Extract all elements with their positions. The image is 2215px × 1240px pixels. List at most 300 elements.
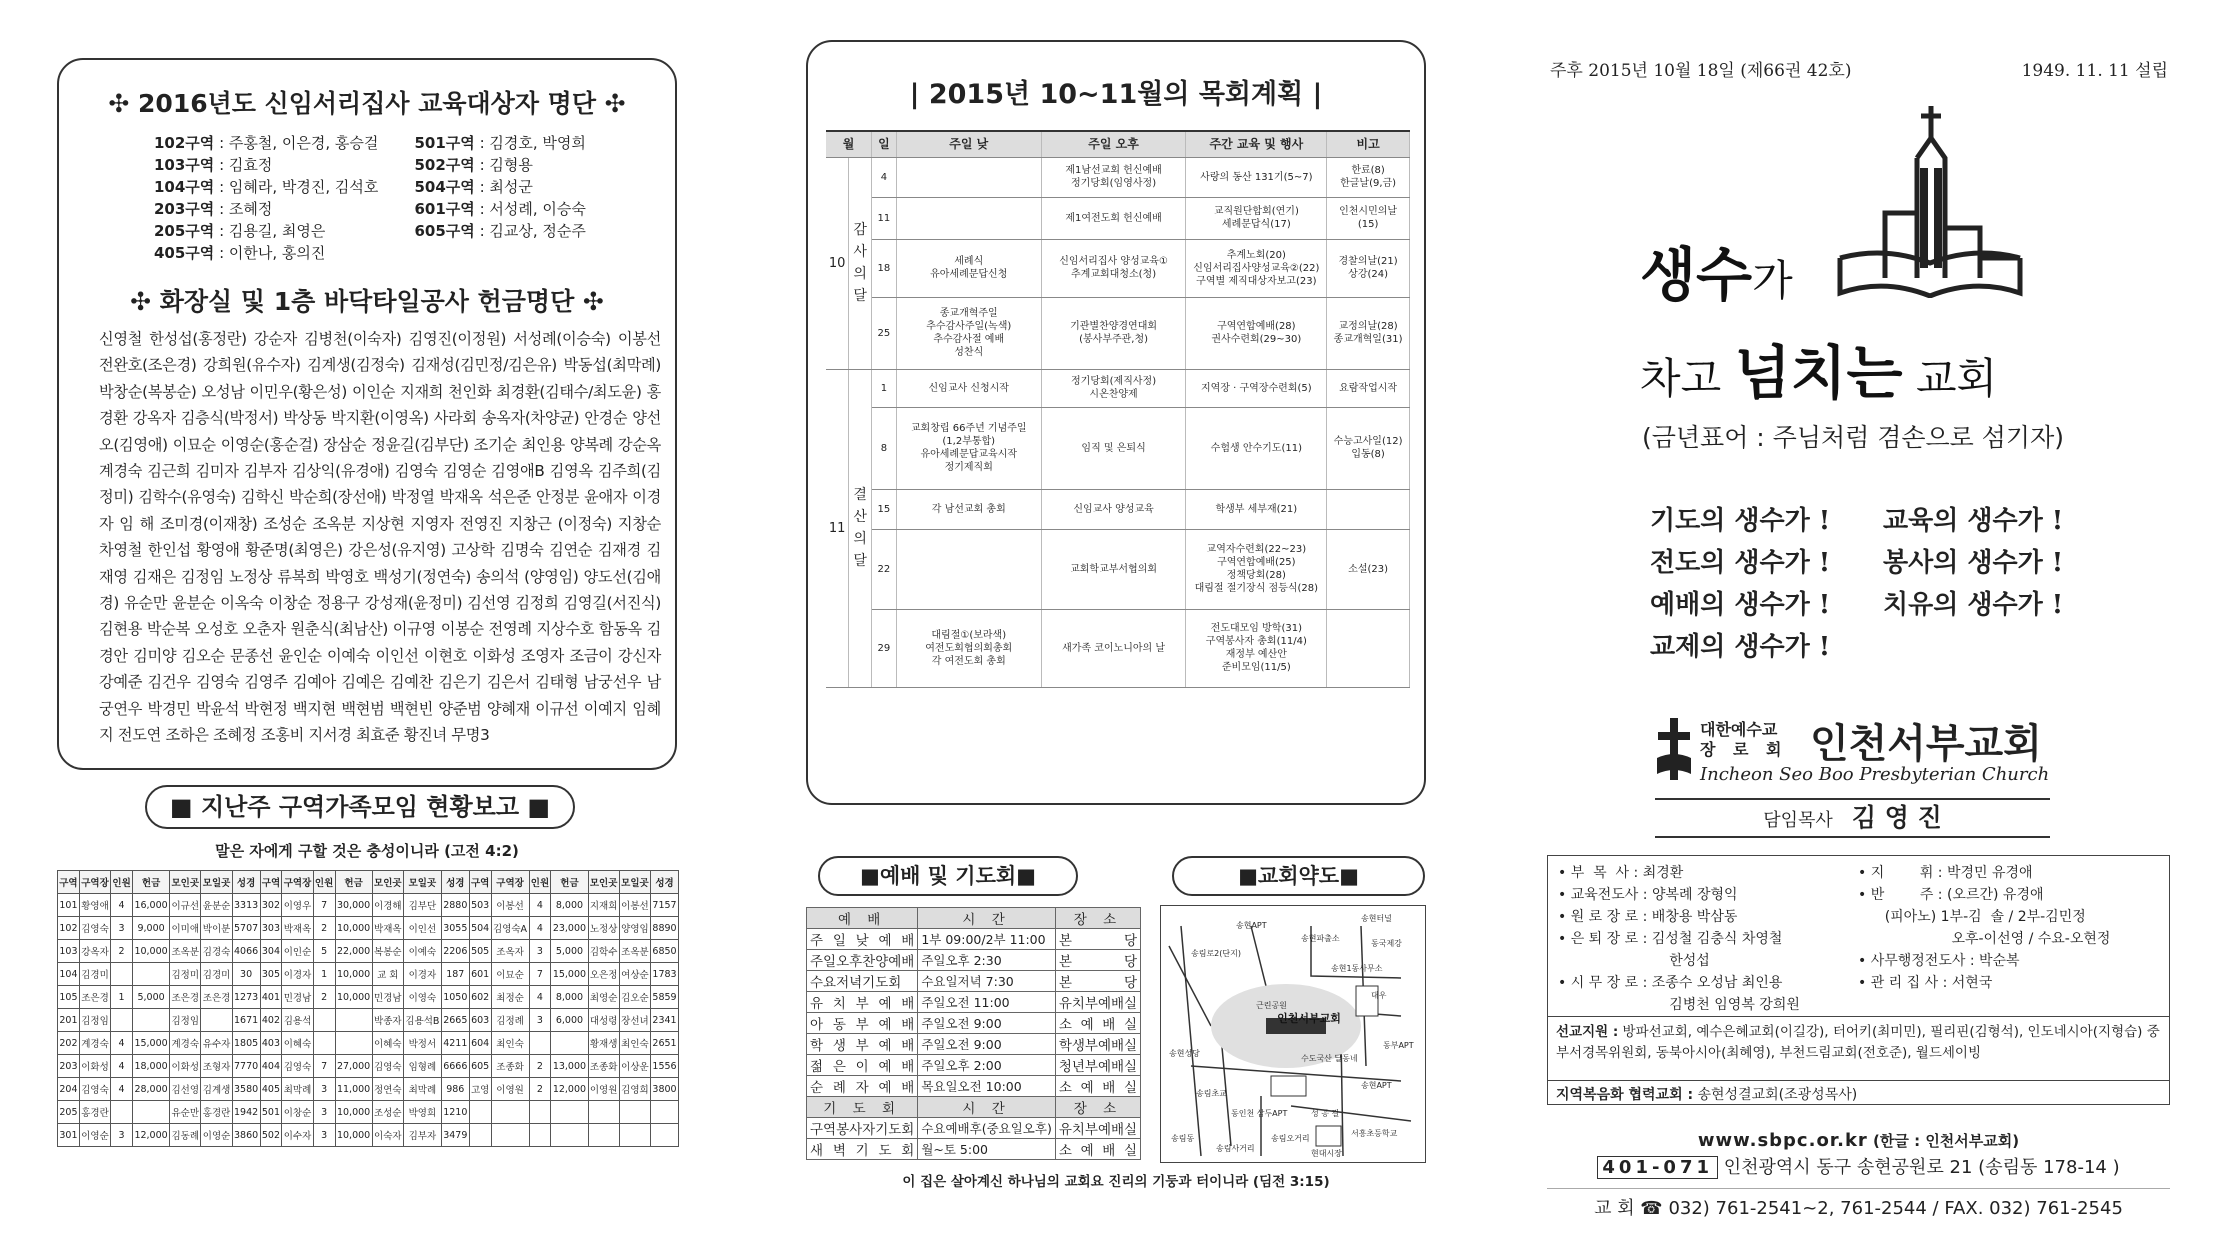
- afternoon-cell: 신임교사 양성교육: [1041, 489, 1186, 529]
- table-cell: 민경남: [372, 986, 403, 1009]
- column-header: 구역장: [79, 871, 110, 894]
- yearly-motto: (금년표어 : 주님처럼 겸손으로 섬기자): [1642, 423, 2064, 452]
- table-cell: 최막례: [282, 1078, 313, 1101]
- map-label: 근린공원: [1256, 1001, 1287, 1010]
- table-cell: [313, 1032, 335, 1055]
- table-cell: 102: [58, 917, 80, 940]
- donor-names: 신영철 한성섭(홍정란) 강순자 김병천(이숙자) 김영진(이정원) 서성례(이승숙) 이봉선 전완호(조은경) 강희원(유수자) 김계생(김정숙) 김재성(김민정/김은유) 박동섭(최막례) 박창순(복봉순) 오성남 이민우(황은성) 이인순 지재희 천인화 최경환(김태수/최도윤) 홍경환 강옥자 김층식(박정서) 박상동 박지환(이영옥) 사라회 송옥자(차양균) 안경순 양선오(김영애) 이묘순 이영순(홍순걸) 장삼순 정윤길(김부단) 조기순 최인용 양복례 강순옥 계경숙 김근희 김미자 김부자 김상익(유경애) 김영숙 김영순 김영애B 김영옥 김주희(김정미) 김학수(유영숙) 김학신 박순희(장선애) 박정열 박재옥 석은준 안정분 윤애자 이경자 임 해 조미경(이재창) 조성순 조옥분 지상현 지영자 전영진 지창근 (이정숙) 지창순 차영철 한인섭 황영애 황준명(최영은) 강은성(유지영) 고상학 김명숙 김연순 김재경 김재영 김재은 김정임 노정상 류복희 박영호 백성기(정연숙) 송의석 (양영임) 양도선(김애경) 유순만 윤분순 이옥숙 이창순 정용구 강성재(윤정미) 김선영 김정희 김영길(서진식) 김현용 박순복 오성호 오춘자 원춘식(최남산) 이규영 이봉순 전영례 지상수호 함동옥 김경안 김미양 김오순 문종선 윤인순 이예숙 이인선 이현호 이화성 조영자 조금이 강신자 강예준 김건우 김영숙 김영주 김예아 김예은 김예찬 김은기 김은서 김태형 남궁선우 남궁연우 박경민 박윤석 박현정 백지현 백현범 백현빈 양준범 양혜재 이규선 이예지 임혜지 전도연 조하은 조혜정 조홍비 지서경 최효준 황진녀 무명3: [99, 330, 661, 745]
- table-cell: 김영숙: [372, 1055, 403, 1078]
- table-cell: 205: [58, 1101, 80, 1124]
- column-header: 헌금: [335, 871, 372, 894]
- column-header: 모일곳: [403, 871, 441, 894]
- staff-right-column: [1858, 862, 2158, 1016]
- district-entry: [415, 220, 676, 242]
- table-cell: 김경미: [79, 963, 110, 986]
- map-label: 수도국산 달동네: [1301, 1054, 1358, 1063]
- morning-cell: [896, 157, 1041, 197]
- table-cell: [111, 1101, 133, 1124]
- prayer-line: 기도의 생수가 !: [1650, 506, 1831, 536]
- day-cell: 11: [872, 197, 897, 239]
- pastoral-plan-panel: [806, 40, 1426, 805]
- afternoon-cell: 제1여전도회 헌신예배: [1041, 197, 1186, 239]
- staff-line: • 교육전도사 : 양복례 장형익: [1558, 887, 1738, 903]
- district-entry: [154, 198, 415, 220]
- district-entry: [415, 176, 676, 198]
- column-header: 예 배: [807, 908, 918, 929]
- map-label: 성 공 길: [1311, 1109, 1340, 1118]
- pastoral-plan-title: | 2015년 10~11월의 목회계획 |: [909, 79, 1323, 110]
- map-drawing: [1161, 906, 1427, 1164]
- table-cell: 김계생: [201, 1078, 232, 1101]
- table-cell: 3055: [441, 917, 469, 940]
- table-cell: 1: [313, 963, 335, 986]
- table-cell: 3800: [651, 1078, 679, 1101]
- table-cell: 김정미: [170, 963, 201, 986]
- staff-line: • 시 무 장 로 : 조종수 오성남 최인용: [1558, 975, 1783, 991]
- table-cell: 아 동 부 예 배: [807, 1013, 918, 1034]
- table-cell: 조옥분: [170, 940, 201, 963]
- afternoon-cell: 교회학교부서협의회: [1041, 529, 1186, 609]
- table-cell: 10,000: [335, 1101, 372, 1124]
- table-cell: 602: [469, 986, 491, 1009]
- table-row: [58, 940, 679, 963]
- table-cell: 604: [469, 1032, 491, 1055]
- map-label: 송현파출소: [1301, 934, 1340, 943]
- table-row: [58, 1124, 679, 1147]
- column-header: 모일곳: [201, 871, 232, 894]
- table-cell: 이영원: [491, 1078, 529, 1101]
- table-cell: 6850: [651, 940, 679, 963]
- prayer-line: 전도의 생수가 !: [1650, 548, 1831, 578]
- worship-schedule-table: [806, 907, 1141, 1160]
- month-theme: 감 사 의 달: [849, 157, 872, 369]
- table-cell: [529, 1032, 551, 1055]
- table-cell: 유순만: [170, 1101, 201, 1124]
- table-cell: 이숙자: [372, 1124, 403, 1147]
- district-entry: [154, 154, 415, 176]
- table-row: [807, 1076, 1141, 1097]
- table-cell: 이경자: [282, 963, 313, 986]
- table-cell: 23,000: [551, 917, 588, 940]
- table-cell: 박영희: [403, 1101, 441, 1124]
- table-cell: 30,000: [335, 894, 372, 917]
- afternoon-cell: 새가족 코이노니아의 날: [1041, 609, 1186, 687]
- table-cell: 주일오후 2:30: [918, 950, 1056, 971]
- table-cell: 유 치 부 예 배: [807, 992, 918, 1013]
- pastoral-plan-header: [826, 131, 1410, 157]
- table-cell: 4066: [232, 940, 260, 963]
- staff-line: 오후-이선영 / 수요-오현정: [1858, 931, 2111, 947]
- column-header: 모일곳: [619, 871, 650, 894]
- table-cell: 3: [529, 1009, 551, 1032]
- table-cell: [551, 1032, 588, 1055]
- table-cell: 1050: [441, 986, 469, 1009]
- table-row: [826, 489, 1410, 529]
- district-report-header: [58, 871, 679, 894]
- table-cell: 오은정: [588, 963, 619, 986]
- table-cell: 이화성: [170, 1055, 201, 1078]
- district-names: : 서성례, 이승숙: [474, 200, 586, 218]
- afternoon-cell: 기관별찬양경연대회 (봉사부주관,청): [1041, 297, 1186, 369]
- table-cell: 주일오전 9:00: [918, 1034, 1056, 1055]
- table-cell: 본 당: [1055, 950, 1140, 971]
- table-row: [807, 971, 1141, 992]
- map-label: 송림로2(단지): [1191, 949, 1241, 958]
- table-cell: 5,000: [133, 986, 170, 1009]
- table-cell: [651, 1124, 679, 1147]
- mission-label: 선교지원 :: [1556, 1024, 1619, 1040]
- column-header: 모인곳: [170, 871, 201, 894]
- church-name: 인천서부교회: [1810, 721, 2042, 767]
- table-cell: 105: [58, 986, 80, 1009]
- column-header: 주간 교육 및 행사: [1186, 131, 1327, 157]
- table-row: [807, 1034, 1141, 1055]
- table-row: [826, 369, 1410, 407]
- column-header: 시 간: [918, 908, 1056, 929]
- table-cell: 순 례 자 예 배: [807, 1076, 918, 1097]
- regional-partner: [1548, 1080, 2169, 1107]
- education-list-panel: [57, 58, 677, 770]
- region-church: 송현성결교회(조광성목사): [1693, 1087, 1858, 1103]
- table-cell: [313, 1009, 335, 1032]
- table-cell: 김선영: [170, 1078, 201, 1101]
- table-cell: 7: [529, 963, 551, 986]
- table-cell: 이영우: [282, 894, 313, 917]
- table-cell: [133, 963, 170, 986]
- table-cell: 7: [313, 894, 335, 917]
- table-row: [58, 1101, 679, 1124]
- table-row: [807, 1139, 1141, 1160]
- column-header: 성경: [232, 871, 260, 894]
- table-cell: 교 회: [372, 963, 403, 986]
- staff-info-box: [1547, 855, 2170, 1105]
- table-cell: 박재옥: [372, 917, 403, 940]
- groups-left-column: [154, 132, 415, 264]
- table-cell: 4211: [441, 1032, 469, 1055]
- table-cell: 8890: [651, 917, 679, 940]
- table-row: [807, 1013, 1141, 1034]
- table-cell: 박정서: [403, 1032, 441, 1055]
- church-name-english: Incheon Seo Boo Presbyterian Church: [1700, 764, 2050, 785]
- slogan2-emph: 넘치는: [1734, 339, 1903, 407]
- morning-cell: [896, 529, 1041, 609]
- table-cell: 1210: [441, 1101, 469, 1124]
- table-cell: 수요저녁기도회: [807, 971, 918, 992]
- weekly-cell: 추계노회(20) 신임서리집사양성교육②(22) 구역별 제직대상자보고(23): [1186, 239, 1327, 297]
- table-cell: 187: [441, 963, 469, 986]
- staff-line: • 관 리 집 사 : 서현국: [1858, 975, 1993, 991]
- table-cell: 4: [111, 894, 133, 917]
- table-cell: 16,000: [133, 894, 170, 917]
- table-cell: 2880: [441, 894, 469, 917]
- table-cell: 고영: [469, 1078, 491, 1101]
- table-cell: 주일오전 11:00: [918, 992, 1056, 1013]
- prayer-line: 교육의 생수가 !: [1883, 506, 2064, 536]
- table-cell: 김오순: [619, 986, 650, 1009]
- table-header-row: [807, 1097, 1141, 1118]
- education-groups: [154, 132, 675, 264]
- district-report-verse: 말은 자에게 구할 것은 충성이니라 (고전 4:2): [215, 842, 519, 860]
- table-cell: 이창순: [282, 1101, 313, 1124]
- table-cell: [111, 963, 133, 986]
- table-cell: [551, 1101, 588, 1124]
- table-cell: 박종자: [372, 1009, 403, 1032]
- table-cell: 30: [232, 963, 260, 986]
- morning-cell: 종교개혁주일 추수감사주일(녹색) 추수감사절 예배 성찬식: [896, 297, 1041, 369]
- table-cell: 304: [260, 940, 282, 963]
- prayers-right: [1883, 500, 2063, 626]
- table-cell: 302: [260, 894, 282, 917]
- table-cell: 이인순: [282, 940, 313, 963]
- column-header: 인원: [313, 871, 335, 894]
- note-cell: [1327, 609, 1410, 687]
- website-link[interactable]: www.sbpc.or.kr: [1697, 1130, 1868, 1151]
- table-cell: 박이분: [201, 917, 232, 940]
- month-cell: 11: [826, 369, 849, 687]
- table-cell: [529, 1124, 551, 1147]
- table-header-row: [807, 908, 1141, 929]
- table-cell: 15,000: [551, 963, 588, 986]
- table-row: [826, 297, 1410, 369]
- mission-list: 방파선교회, 예수은혜교회(이길강), 터어키(최미민), 필리핀(김형석), 인도네시아(지형습) 중부서경목위원회, 동북아시아(최혜영), 부천드림교회(전호준), 월드세이빙: [1556, 1024, 2160, 1061]
- column-header: 헌금: [551, 871, 588, 894]
- table-row: [58, 917, 679, 940]
- table-cell: 5707: [232, 917, 260, 940]
- day-cell: 15: [872, 489, 897, 529]
- table-cell: 2: [313, 986, 335, 1009]
- table-cell: 계경숙: [79, 1032, 110, 1055]
- table-cell: 4: [529, 986, 551, 1009]
- table-cell: 조옥분: [619, 940, 650, 963]
- table-row: [826, 157, 1410, 197]
- district-names: : 김용길, 최영은: [214, 222, 326, 240]
- scripture-footer: 이 집은 살아계신 하나님의 교회요 진리의 기둥과 터이니라 (딤전 3:15): [902, 1174, 1330, 1190]
- table-cell: 소 예 배 실: [1055, 1139, 1140, 1160]
- district-label: 501구역: [414, 134, 475, 152]
- pastor-box: [1655, 798, 2050, 838]
- table-cell: [588, 1124, 619, 1147]
- slogan2-suffix: 교회: [1902, 354, 1998, 403]
- table-cell: 6666: [441, 1055, 469, 1078]
- table-cell: 조은경: [201, 986, 232, 1009]
- table-row: [807, 929, 1141, 950]
- table-cell: 986: [441, 1078, 469, 1101]
- day-cell: 22: [872, 529, 897, 609]
- table-cell: 3479: [441, 1124, 469, 1147]
- table-cell: 1556: [651, 1055, 679, 1078]
- table-cell: 5859: [651, 986, 679, 1009]
- table-cell: 최인숙: [491, 1032, 529, 1055]
- day-cell: 29: [872, 609, 897, 687]
- table-row: [58, 1032, 679, 1055]
- table-cell: 김경미: [201, 963, 232, 986]
- table-cell: [551, 1124, 588, 1147]
- column-header: 장 소: [1055, 908, 1140, 929]
- table-cell: 301: [58, 1124, 80, 1147]
- table-cell: 13,000: [551, 1055, 588, 1078]
- pastoral-plan-table: [826, 130, 1410, 688]
- table-cell: 2665: [441, 1009, 469, 1032]
- note-cell: 인천시민의날 (15): [1327, 197, 1410, 239]
- table-row: [807, 1055, 1141, 1076]
- table-cell: 김영희: [619, 1078, 650, 1101]
- afternoon-cell: 정기당회(제직사정) 시온찬양제: [1041, 369, 1186, 407]
- column-header: 비고: [1327, 131, 1410, 157]
- denomination: [1700, 720, 1788, 760]
- afternoon-cell: 제1남선교회 헌신예배 정기당회(임영사정): [1041, 157, 1186, 197]
- table-cell: 2651: [651, 1032, 679, 1055]
- table-cell: 이인선: [403, 917, 441, 940]
- table-cell: 대성령: [588, 1009, 619, 1032]
- morning-cell: 각 남선교회 총회: [896, 489, 1041, 529]
- column-header: 기 도 회: [807, 1097, 918, 1118]
- district-report-table: [57, 870, 679, 1147]
- column-header: 장 소: [1055, 1097, 1140, 1118]
- table-cell: 3: [111, 917, 133, 940]
- map-label: 송현APT: [1236, 921, 1267, 930]
- table-cell: 조은경: [170, 986, 201, 1009]
- table-cell: 401: [260, 986, 282, 1009]
- table-cell: 이예숙: [403, 940, 441, 963]
- table-cell: 소 예 배 실: [1055, 1076, 1140, 1097]
- staff-line: (피아노) 1부-김 솔 / 2부-김민정: [1858, 909, 2086, 925]
- table-row: [826, 197, 1410, 239]
- table-row: [826, 239, 1410, 297]
- table-cell: 주 일 낮 예 배: [807, 929, 918, 950]
- table-cell: 10,000: [335, 1124, 372, 1147]
- table-row: [807, 992, 1141, 1013]
- table-cell: 10,000: [133, 940, 170, 963]
- table-cell: 12,000: [133, 1124, 170, 1147]
- prayer-line: 치유의 생수가 !: [1883, 590, 2064, 620]
- table-cell: 주일오후 2:00: [918, 1055, 1056, 1076]
- table-cell: 정연숙: [372, 1078, 403, 1101]
- contact-footer: [1547, 1128, 2170, 1229]
- table-cell: 홍경란: [201, 1101, 232, 1124]
- table-cell: 젊 은 이 예 배: [807, 1055, 918, 1076]
- table-cell: 27,000: [335, 1055, 372, 1078]
- district-entry: [154, 220, 415, 242]
- table-cell: 201: [58, 1009, 80, 1032]
- table-cell: 윤분순: [201, 894, 232, 917]
- table-cell: 조형자: [201, 1055, 232, 1078]
- table-cell: 101: [58, 894, 80, 917]
- map-label: 송현APT: [1361, 1081, 1392, 1090]
- table-cell: 3580: [232, 1078, 260, 1101]
- note-cell: 경찰의날(21) 상강(24): [1327, 239, 1410, 297]
- table-row: [826, 529, 1410, 609]
- table-cell: 이혜숙: [372, 1032, 403, 1055]
- column-header: 모인곳: [372, 871, 403, 894]
- table-cell: 10,000: [335, 986, 372, 1009]
- table-cell: 303: [260, 917, 282, 940]
- column-header: 인원: [111, 871, 133, 894]
- table-cell: 8,000: [551, 986, 588, 1009]
- table-cell: 503: [469, 894, 491, 917]
- table-row: [826, 407, 1410, 489]
- prayers-left: [1650, 500, 1830, 668]
- month-theme: 결 산 의 달: [849, 369, 872, 687]
- table-cell: 여상순: [619, 963, 650, 986]
- staff-line: • 지 휘 : 박경민 유경애: [1858, 865, 2033, 881]
- map-label: 송현터널: [1361, 914, 1392, 923]
- column-header: 성경: [651, 871, 679, 894]
- district-label: 605구역: [414, 222, 475, 240]
- table-cell: 4: [111, 1055, 133, 1078]
- morning-cell: [896, 197, 1041, 239]
- table-cell: 12,000: [551, 1078, 588, 1101]
- table-cell: 7157: [651, 894, 679, 917]
- staff-left-column: [1558, 862, 1858, 1016]
- table-cell: 3: [313, 1078, 335, 1101]
- table-cell: 3860: [232, 1124, 260, 1147]
- table-cell: 박재옥: [282, 917, 313, 940]
- table-row: [58, 1009, 679, 1032]
- column-header: 구역: [260, 871, 282, 894]
- address: 인천광역시 동구 송현공원로 21 (송림동 178-14 ): [1718, 1157, 2120, 1178]
- column-header: 구역장: [282, 871, 313, 894]
- table-cell: 황영애: [79, 894, 110, 917]
- district-entry: [154, 242, 415, 264]
- note-cell: 요람작업시작: [1327, 369, 1410, 407]
- table-cell: 204: [58, 1078, 80, 1101]
- district-entry: [154, 132, 415, 154]
- slogan-line2: [1640, 326, 1997, 410]
- district-names: : 임혜라, 박경진, 김석호: [214, 178, 379, 196]
- table-cell: 학 생 부 예 배: [807, 1034, 918, 1055]
- table-cell: 노정상: [588, 917, 619, 940]
- map-label: 대우: [1371, 991, 1387, 1000]
- table-cell: [335, 1032, 372, 1055]
- table-cell: 405: [260, 1078, 282, 1101]
- weekly-cell: 지역장 · 구역장수련회(5): [1186, 369, 1327, 407]
- education-list-title: ✣ 2016년도 신임서리집사 교육대상자 명단 ✣: [108, 89, 626, 118]
- weekly-cell: 사랑의 동산 131기(5~7): [1186, 157, 1327, 197]
- table-cell: 조옥자: [491, 940, 529, 963]
- column-header: 헌금: [133, 871, 170, 894]
- issue-info: 주후 2015년 10월 18일 (제66권 42호): [1550, 61, 1852, 81]
- table-cell: 조은경: [79, 986, 110, 1009]
- table-cell: 603: [469, 1009, 491, 1032]
- table-row: [58, 1078, 679, 1101]
- table-cell: [133, 1009, 170, 1032]
- table-cell: 403: [260, 1032, 282, 1055]
- table-cell: 2: [111, 940, 133, 963]
- note-cell: 소설(23): [1327, 529, 1410, 609]
- map-label: 송림동: [1171, 1134, 1195, 1143]
- map-label: 동인천 삼두APT: [1231, 1109, 1288, 1118]
- column-header: 모인곳: [588, 871, 619, 894]
- district-names: : 최성군: [474, 178, 533, 196]
- table-cell: 이봉선: [491, 894, 529, 917]
- district-label: 601구역: [414, 200, 475, 218]
- table-cell: 3: [313, 1101, 335, 1124]
- table-cell: 강옥자: [79, 940, 110, 963]
- table-cell: 학생부예배실: [1055, 1034, 1140, 1055]
- table-cell: 2206: [441, 940, 469, 963]
- table-cell: 구역봉사자기도회: [807, 1118, 918, 1139]
- column-header: 구역: [58, 871, 80, 894]
- table-cell: 이영순: [79, 1124, 110, 1147]
- table-cell: 이봉선: [619, 894, 650, 917]
- afternoon-cell: 신임서리집사 양성교육① 추계교회대청소(청): [1041, 239, 1186, 297]
- column-header: 인원: [529, 871, 551, 894]
- map-label: 송현성당: [1169, 1049, 1200, 1058]
- weekly-cell: 교직원단합회(연기) 세례문답식(17): [1186, 197, 1327, 239]
- table-cell: 최영순: [588, 986, 619, 1009]
- column-header: 주일 오후: [1041, 131, 1186, 157]
- table-cell: 4: [111, 1078, 133, 1101]
